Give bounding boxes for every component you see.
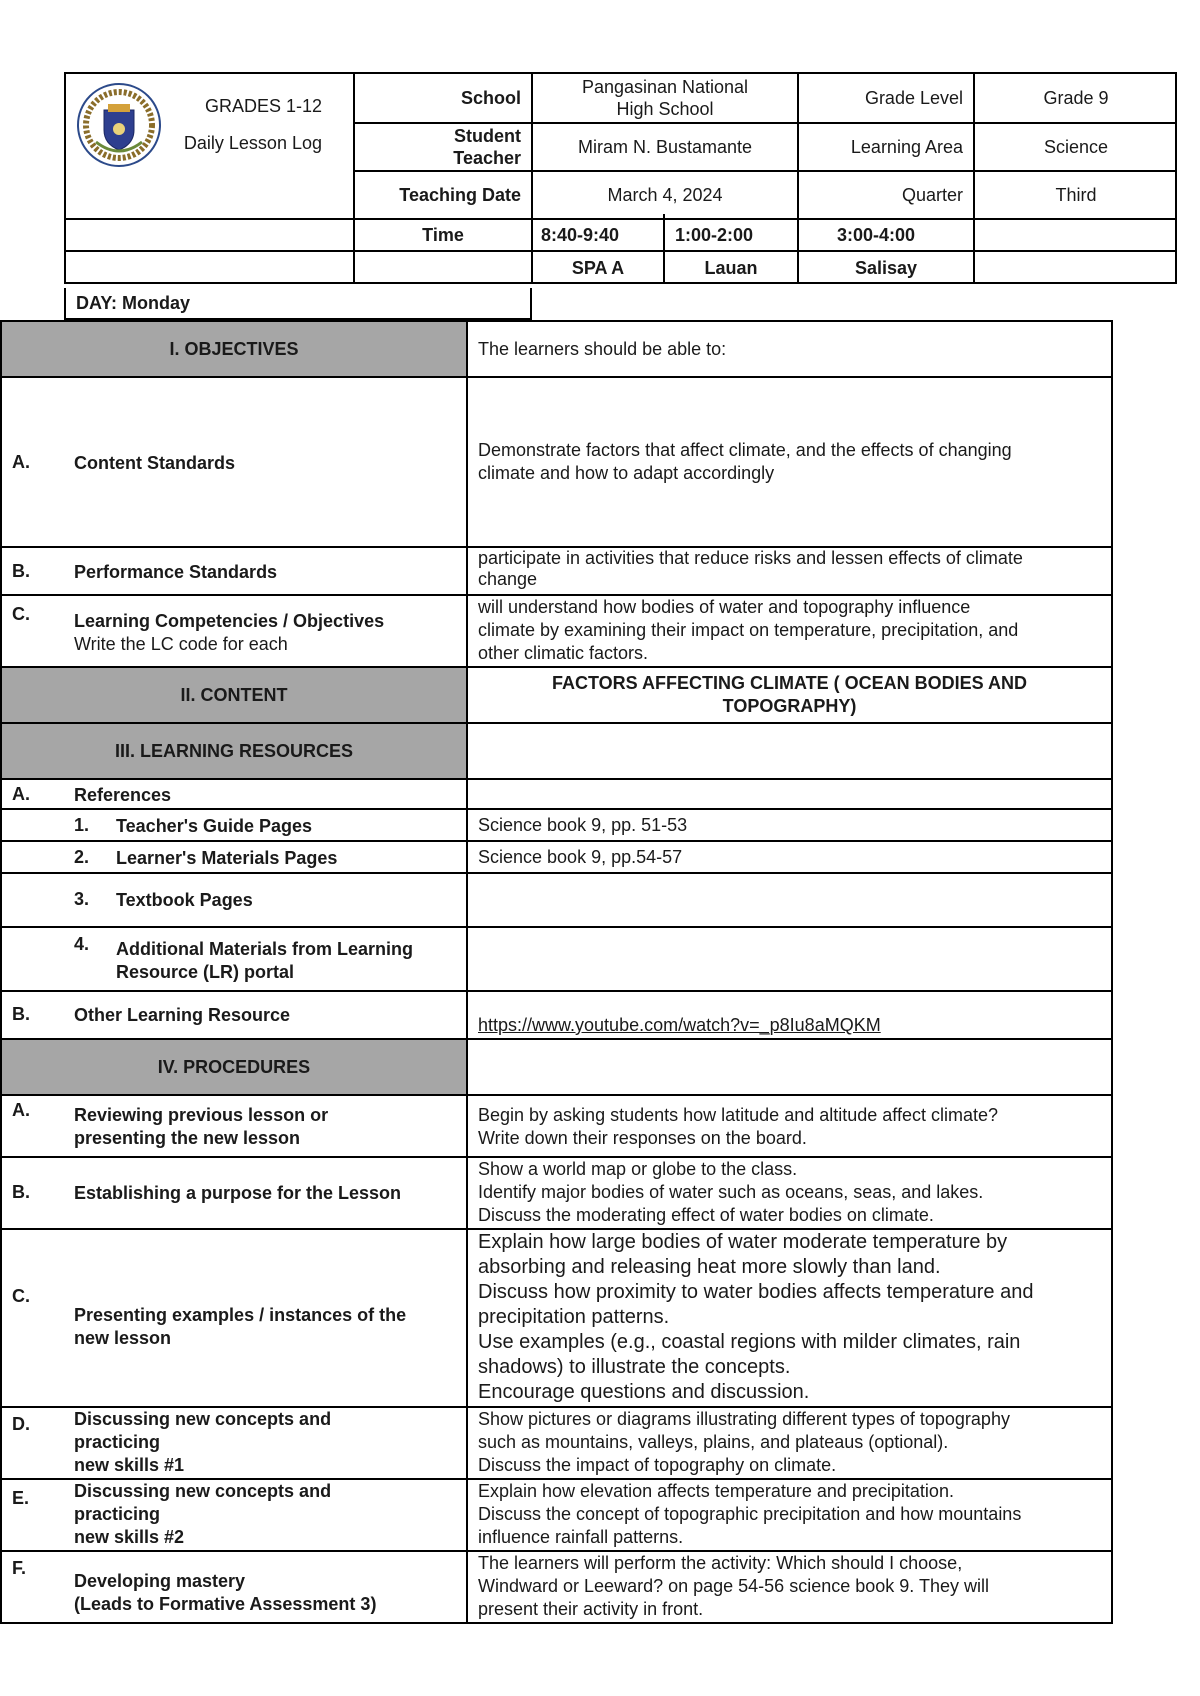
item-label: Teacher's Guide Pages [116,816,313,836]
text-line: Explain how large bodies of water moderate temperature by [478,1231,1008,1253]
text-line: absorbing and releasing heat more slowly than land. [478,1256,941,1278]
procedure-value [468,1552,1111,1622]
text-line: The learners will perform the activity: Which should I choose, [478,1553,963,1573]
school-value: Pangasinan National High School [581,77,749,119]
text-line: new skills #1 [74,1455,185,1475]
text-line: practicing [74,1432,161,1452]
day-label: DAY: Monday [76,293,191,313]
procedure-row [0,1552,1113,1624]
item-label: Learner's Materials Pages [116,848,338,868]
row-letter: A. [12,784,30,804]
procedure-label [74,1304,458,1350]
text-line: Show a world map or globe to the class. [478,1159,798,1179]
other-resource-label: Other Learning Resource [74,1005,291,1025]
grades-label: GRADES 1-12 [204,95,322,116]
procedures-header-row [0,1040,1113,1096]
content-standards-row [0,378,1113,548]
section-name: SPA A [571,257,625,278]
text-line: Identify major bodies of water such as oceans, seas, and lakes. [478,1182,984,1202]
school-label: School [460,87,521,108]
learning-resources-row [0,724,1113,780]
learning-resources-heading: III. LEARNING RESOURCES [2,724,468,778]
text-line: will understand how bodies of water and topography influence [478,597,971,617]
text-line: Discuss the impact of topography on climate. [478,1455,837,1475]
content-standards-value [468,378,1111,546]
text-line: Additional Materials from Learning [116,939,414,959]
text-line: practicing [74,1504,161,1524]
procedure-row [0,1096,1113,1158]
item-number: 3. [74,889,90,909]
text-line: Reviewing previous lesson or [74,1105,329,1125]
references-row [0,780,1113,810]
student-teacher-value: Miram N. Bustamante [577,136,753,157]
day-row [64,288,532,320]
item-label [116,938,458,984]
objectives-intro: The learners should be able to: [478,338,727,359]
procedure-label [74,1408,458,1477]
references-label: References [74,785,172,805]
objectives-header-row [0,320,1113,378]
text-line: other climatic factors. [478,643,649,663]
header-table [64,72,1177,284]
learning-area-label: Learning Area [850,136,963,157]
text-line: Discussing new concepts and [74,1481,332,1501]
text-line: Use examples (e.g., coastal regions with milder climates, rain [478,1331,1021,1353]
row-letter: E. [12,1488,30,1508]
text-line: TOPOGRAPHY) [722,696,857,716]
row-letter: C. [12,1286,30,1306]
procedure-label [74,1104,458,1150]
text-line: climate and how to adapt accordingly [478,463,775,483]
text-line: such as mountains, valleys, plains, and plateaus (optional). [478,1432,949,1452]
lc-code-note: Write the LC code for each [74,634,288,654]
item-value: Science book 9, pp.54-57 [478,846,683,867]
grade-level-label: Grade Level [864,87,963,108]
procedure-row [0,1158,1113,1230]
procedures-heading: IV. PROCEDURES [2,1040,468,1094]
text-line: Discuss the concept of topographic precipitation and how mountains [478,1504,1022,1524]
performance-standards-value [468,548,1111,594]
quarter-value: Third [1055,184,1097,205]
resource-item-row [0,928,1113,992]
text-line: Write down their responses on the board. [478,1128,807,1148]
performance-standards-row [0,548,1113,596]
text-line: participate in activities that reduce risks and lessen effects of climate [478,548,1023,568]
student-teacher-label: Student Teacher [453,126,521,168]
text-line: presenting the new lesson [74,1128,301,1148]
text-line: change [478,569,538,589]
row-letter: B. [12,1182,30,1202]
time-slot: 3:00-4:00 [837,224,916,245]
text-line: Show pictures or diagrams illustrating different types of topography [478,1409,1010,1429]
content-heading: II. CONTENT [2,668,468,722]
item-number: 2. [74,847,90,867]
content-value [468,668,1111,722]
row-letter: F. [12,1558,27,1578]
text-line: Begin by asking students how latitude and altitude affect climate? [478,1105,998,1125]
row-letter: D. [12,1414,30,1434]
item-number: 4. [74,934,90,954]
resource-item-row [0,842,1113,874]
procedure-row [0,1230,1113,1408]
text-line: Resource (LR) portal [116,962,295,982]
text-line: Explain how elevation affects temperature and precipitation. [478,1481,954,1501]
learning-competencies-row [0,596,1113,668]
row-letter: B. [12,1004,30,1024]
text-line: present their activity in front. [478,1599,704,1619]
procedure-row [0,1480,1113,1552]
learning-competencies-value [468,596,1111,666]
procedure-value [468,1480,1111,1550]
procedure-value [468,1158,1111,1228]
time-slot: 1:00-2:00 [675,224,754,245]
text-line: new skills #2 [74,1527,185,1547]
time-slot: 8:40-9:40 [541,224,620,245]
text-line: Discussing new concepts and [74,1409,332,1429]
resource-item-row [0,810,1113,842]
text-line: shadows) to illustrate the concepts. [478,1356,791,1378]
text-line: Windward or Leeward? on page 54-56 science book 9. They will [478,1576,989,1596]
row-letter: C. [12,604,30,624]
text-line: Demonstrate factors that affect climate, and the effects of changing [478,440,1012,460]
procedure-row [0,1408,1113,1480]
procedure-label [74,1480,458,1549]
procedure-label [74,1570,458,1616]
text-line: (Leads to Formative Assessment 3) [74,1594,377,1614]
text-line: Developing mastery [74,1571,246,1591]
quarter-label: Quarter [901,184,963,205]
item-number: 1. [74,815,90,835]
text-line: Encourage questions and discussion. [478,1381,810,1403]
row-letter: B. [12,561,30,581]
content-standards-label: Content Standards [74,453,236,473]
row-letter: A. [12,452,30,472]
daily-lesson-log-title: Daily Lesson Log [183,132,322,153]
procedure-value [468,1408,1111,1478]
section-name: Salisay [854,257,918,278]
teaching-date-value: March 4, 2024 [607,184,723,205]
other-resource-link[interactable]: https://www.youtube.com/watch?v=_p8Iu8aMQKM [478,1015,881,1035]
learning-competencies-label: Learning Competencies / Objectives [74,611,385,631]
learning-area-value: Science [1043,136,1109,157]
text-line: Discuss the moderating effect of water bodies on climate. [478,1205,934,1225]
text-line: FACTORS AFFECTING CLIMATE ( OCEAN BODIES AND [552,673,1027,693]
section-name: Lauan [704,257,758,278]
procedure-value [468,1096,1111,1156]
text-line: Discuss how proximity to water bodies affects temperature and [478,1281,1034,1303]
item-value [468,874,1111,926]
item-label: Textbook Pages [116,890,253,910]
grade-level-value: Grade 9 [1043,87,1109,108]
objectives-heading: I. OBJECTIVES [2,322,468,376]
text-line: influence rainfall patterns. [478,1527,684,1547]
performance-standards-label: Performance Standards [74,562,278,582]
text-line: new lesson [74,1328,172,1348]
item-value: Science book 9, pp. 51-53 [478,814,688,835]
deped-seal-icon [76,82,162,168]
content-row [0,668,1113,724]
teaching-date-label: Teaching Date [399,184,521,205]
text-line: climate by examining their impact on temperature, precipitation, and [478,620,1019,640]
row-letter: A. [12,1100,30,1120]
procedure-label: Establishing a purpose for the Lesson [74,1183,402,1203]
text-line: precipitation patterns. [478,1306,670,1328]
resource-item-row [0,874,1113,928]
item-value [468,928,1111,990]
procedure-value [468,1230,1111,1406]
time-label: Time [422,224,464,245]
other-resource-row [0,992,1113,1040]
text-line: Presenting examples / instances of the [74,1305,407,1325]
